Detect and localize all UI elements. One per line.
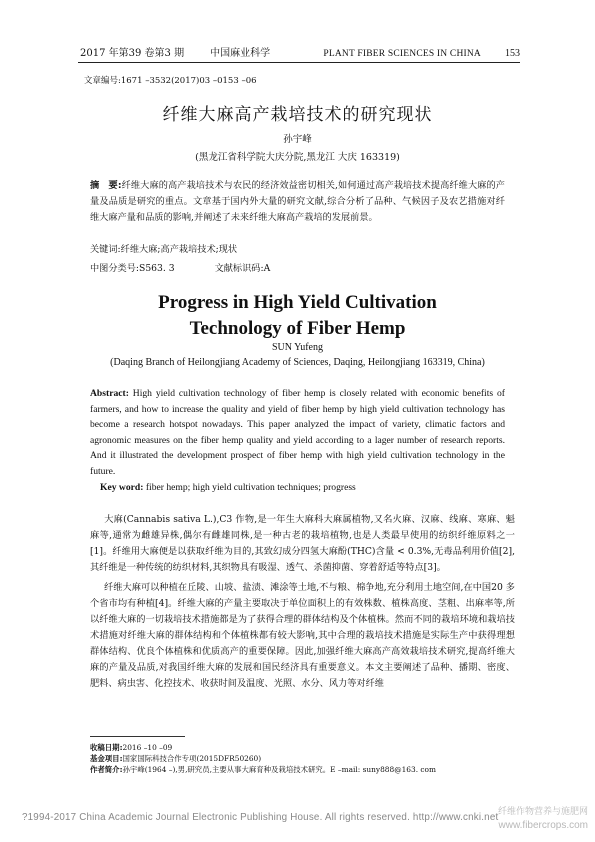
journal-name-cn: 中国麻业科学 [210, 48, 271, 59]
keywords-en-text: fiber hemp; high yield cultivation techniques; progress [145, 482, 356, 493]
footnote-received [90, 742, 172, 753]
footnote-author [90, 764, 436, 775]
document-code: 文献标识码:A [214, 263, 271, 274]
title-en-line2: Technology of Fiber Hemp [189, 318, 406, 339]
body-paragraph-1 [90, 512, 515, 576]
abstract-en-label: Abstract: [90, 388, 129, 399]
watermark-url: www.fibercrops.com [498, 820, 588, 831]
fund-text: 国家国际科技合作专项(2015DFR50260) [122, 754, 262, 763]
watermark-cn: 纤维作物营养与施肥网 [497, 807, 588, 817]
affiliation-cn: (黑龙江省科学院大庆分院,黑龙江 大庆 163319) [195, 152, 400, 163]
keywords-en [100, 482, 356, 493]
author-cn: 孙宇峰 [283, 134, 312, 145]
keywords-cn: 关键词:纤维大麻;高产栽培技术;现状 [90, 244, 238, 255]
clc-number: 中图分类号:S563. 3 [90, 263, 175, 274]
classification [90, 260, 410, 274]
abstract-cn-label: 摘 要: [90, 180, 122, 191]
fund-label: 基金项目: [90, 754, 123, 763]
running-header [80, 44, 520, 59]
journal-name-en: PLANT FIBER SCIENCES IN CHINA [323, 49, 481, 59]
title-en-line1: Progress in High Yield Cultivation [158, 292, 437, 313]
keywords-en-label: Key word: [100, 482, 144, 493]
article-number: 文章编号:1671 –3532(2017)03 –0153 –06 [84, 76, 257, 86]
abstract-en [90, 386, 505, 479]
received-date: 2016 –10 –09 [122, 743, 173, 752]
copyright-footer: ?1994-2017 China Academic Journal Electronic Publishing House. All rights reserved. http://www.cnki.net [22, 812, 499, 823]
author-bio-text: 孙宇峰(1964 –),男,研究员,主要从事大麻育种及栽培技术研究。E –mail: suny888@163. com [122, 765, 436, 774]
affiliation-en: (Daqing Branch of Heilongjiang Academy of Sciences, Daqing, Heilongjiang 163319, China) [110, 357, 485, 368]
title-cn: 纤维大麻高产栽培技术的研究现状 [162, 105, 433, 125]
body-paragraph-2 [90, 580, 515, 692]
footnote-fund [90, 753, 261, 764]
header-rule [78, 62, 520, 63]
watermark [478, 806, 588, 832]
body-paragraph-2-text: 纤维大麻可以种植在丘陵、山坡、盐渍、滩涂等土地,不与粮、棉争地,充分利用土地空间,在中国20 多个省市均有种植[4]。纤维大麻的产量主要取决于单位面积上的有效株数、植株高度、茎粗、出麻率等,所以纤维大麻的一切栽培技术措施都是为了获得合理的群体结构及个体植株。然而不同的栽培环境和栽培技术措施对纤维大麻的群体结构和个体植株都有较大影响,其中合理的栽培技术措施是实际生产中获得理想群体结构、优良个体植株和优质高产的重要保障。因此,加强纤维大麻高产高效栽培技术研究,提高纤维大麻的产量及品质,对我国纤维大麻的发展和国民经济具有重要意义。本文主要阐述了品种、播期、密度、肥料、病虫害、化控技术、收获时间及温度、光照、水分、风力等对纤维 [90, 582, 515, 689]
page-number: 153 [505, 48, 520, 59]
author-en: SUN Yufeng [271, 342, 323, 353]
abstract-cn-text: 纤维大麻的高产栽培技术与农民的经济效益密切相关,如何通过高产栽培技术提高纤维大麻的产量及品质是研究的重点。文章基于国内外大量的研究文献,综合分析了品种、气候因子及农艺措施对纤维大麻产量和品质的影响,并阐述了未来纤维大麻高产栽培的发展前景。 [90, 180, 505, 223]
journal-issue: 2017 年第39 卷第3 期 [80, 48, 185, 59]
author-bio-label: 作者简介: [90, 765, 123, 774]
abstract-en-text: High yield cultivation technology of fiber hemp is closely related with economic benefits of farmers, and how to increase the quality and yield of fiber hemp by high yield cultivation technology has become a research hotspot nowadays. This paper analyzed the impact of variety, climatic factors and agronomic measures on the fiber hemp quality and yield according to a lager number of research reports. And it illustrated the development prospect of fiber hemp with high yield cultivation technology in the future. [90, 388, 505, 477]
body-paragraph-1-text: 大麻(Cannabis sativa L.),C3 作物,是一年生大麻科大麻属植物,又名火麻、汉麻、线麻、寒麻、魁麻等,通常为雌雄异株,偶尔有雌雄同株,是一种古老的栽培植物,也是人类最早使用的纺织纤维原料之一[1]。纤维用大麻便是以获取纤维为目的,其致幻成分四氢大麻酚(THC)含量 < 0.3%,无毒品利用价值[2],其纤维是一种传统的纺织材料,其织物具有吸湿、透气、杀菌抑菌、穿着舒适等特点[3]。 [90, 514, 515, 573]
abstract-cn [90, 178, 505, 226]
footnote-rule [90, 736, 185, 737]
received-label: 收稿日期: [90, 743, 123, 752]
